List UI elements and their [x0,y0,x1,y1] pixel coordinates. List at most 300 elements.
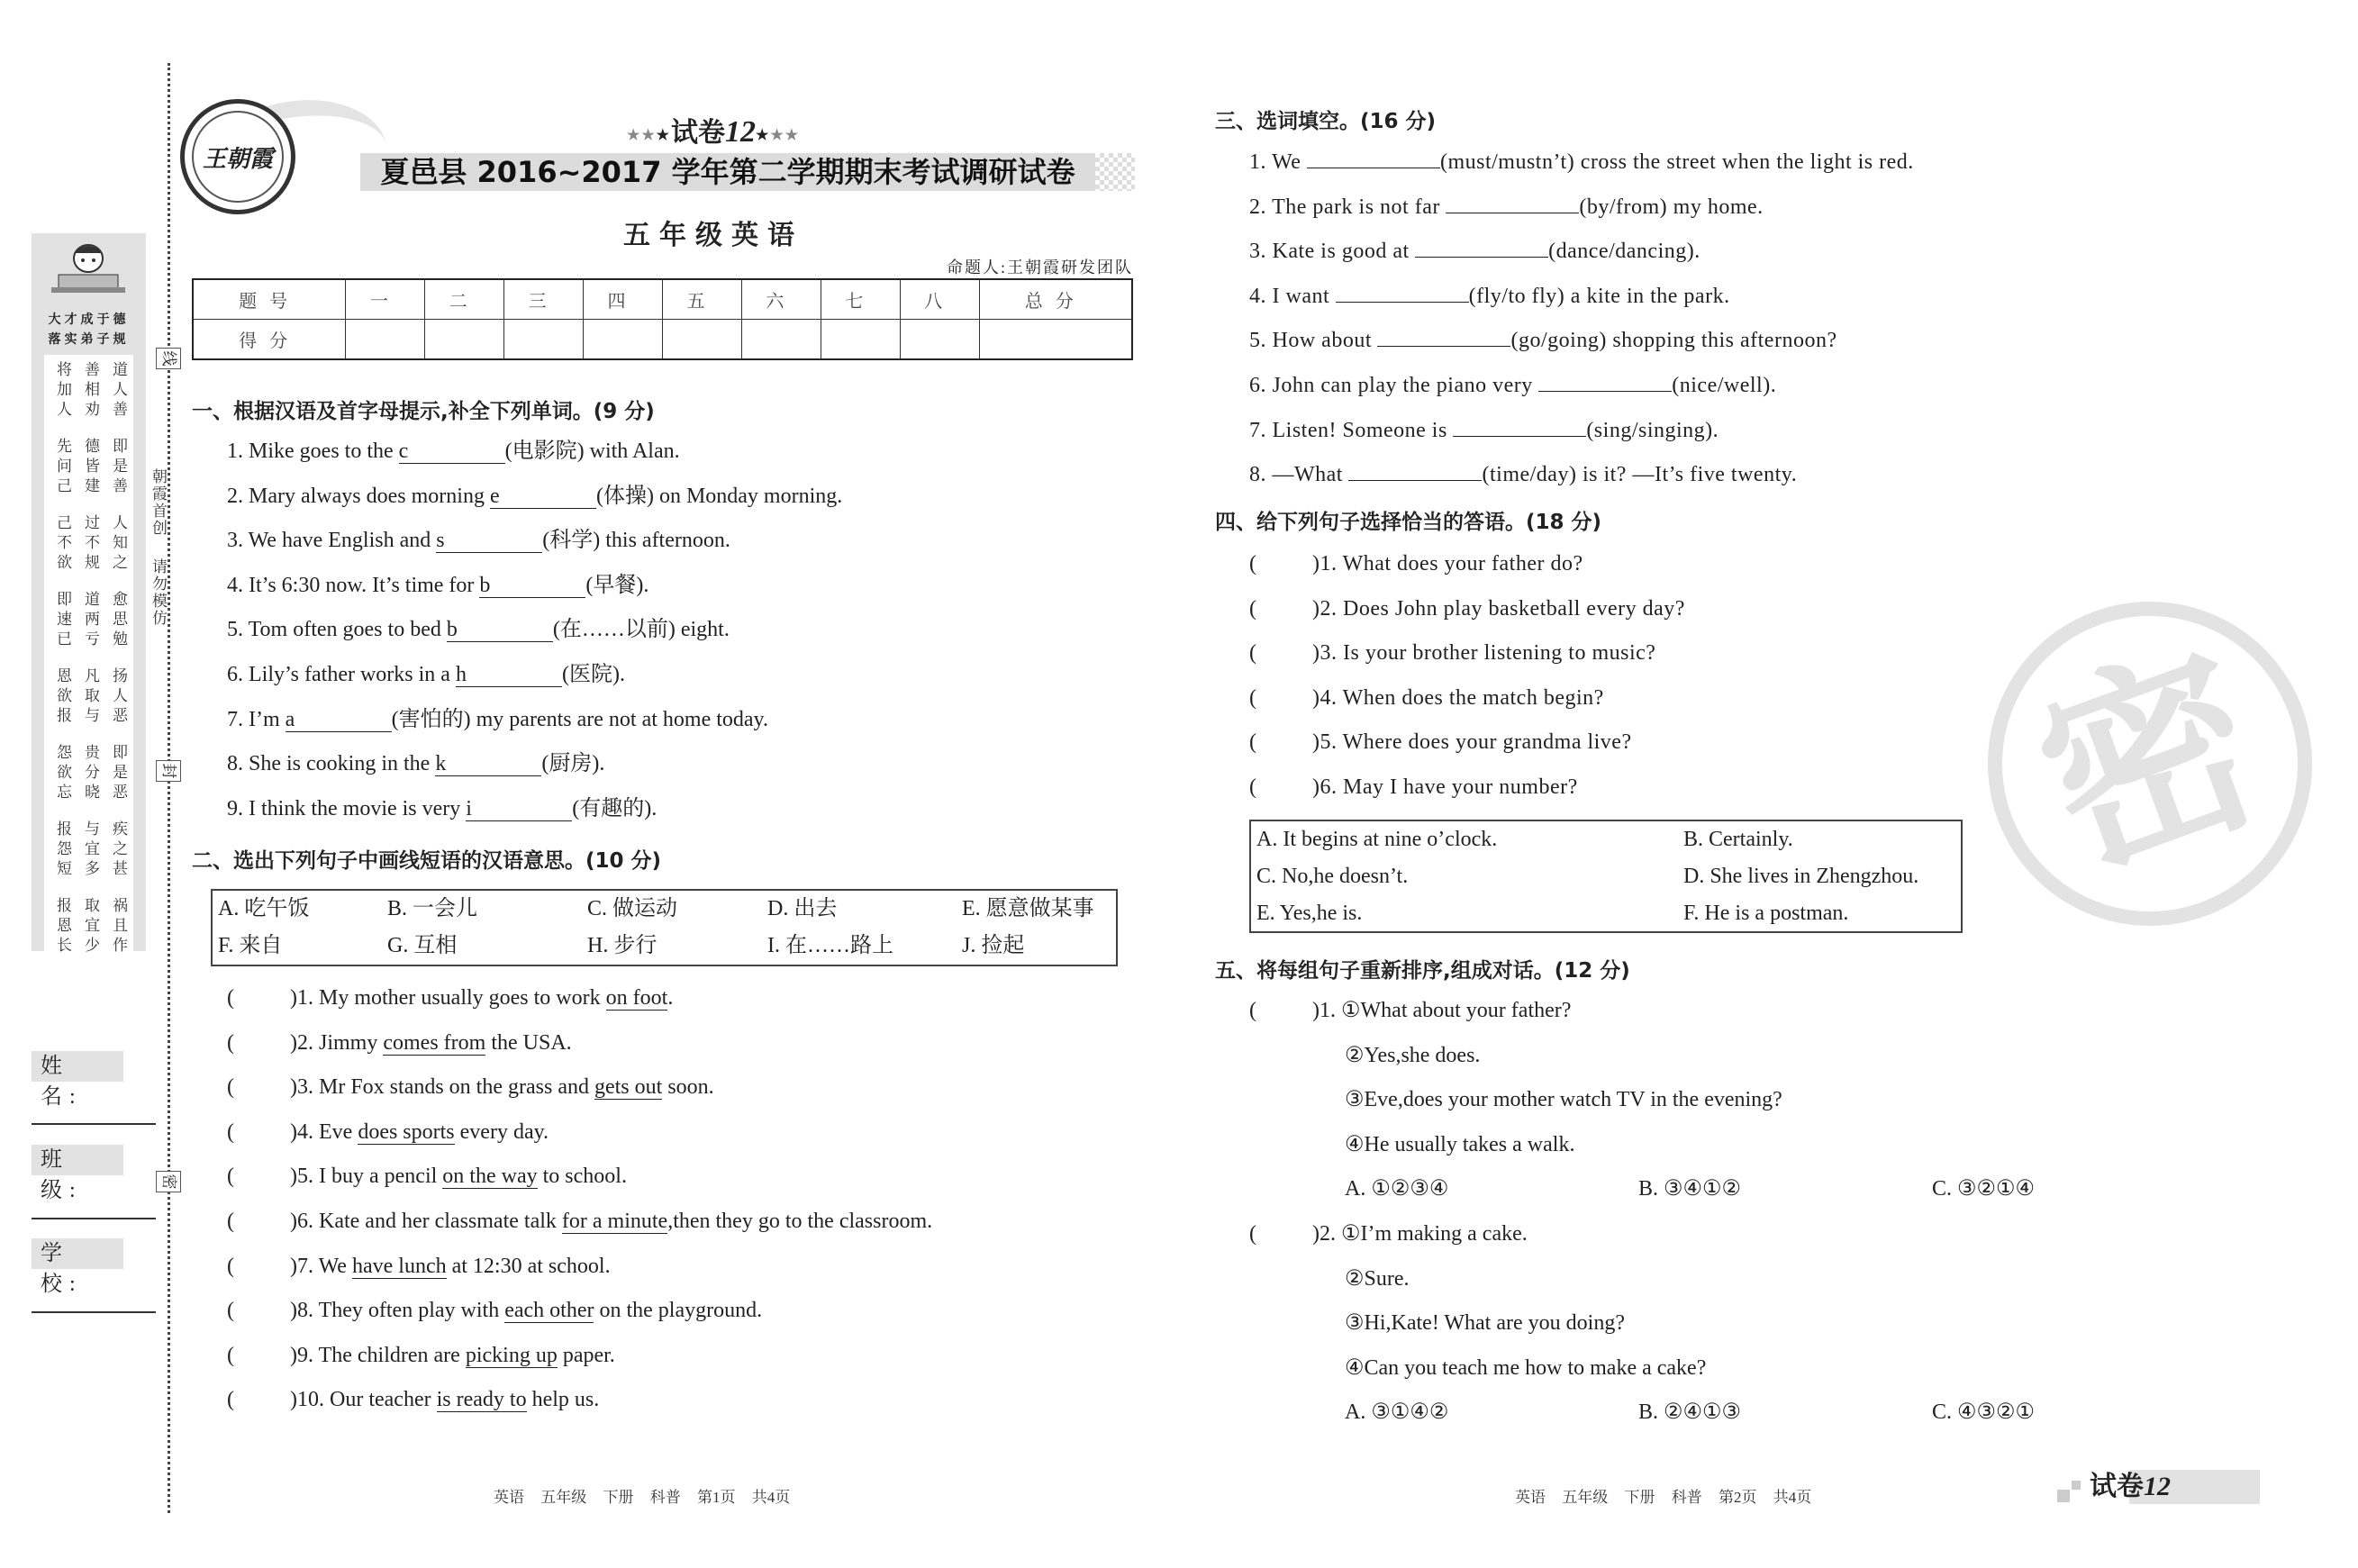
answer-blank[interactable] [1348,480,1482,481]
serial-number: 12 [725,115,756,149]
answer-blank[interactable]: i [466,797,572,821]
question-text: on the playground. [594,1299,763,1323]
poem-line: 恩宜且 [57,917,141,934]
question-item [227,1110,932,1156]
word-choice: (by/from) [1579,195,1668,219]
answer-blank[interactable] [1538,391,1672,392]
chinese-hint: (有趣的) [572,796,652,820]
question-text: at 12:30 at school. [446,1254,611,1278]
corner-number: 12 [2144,1472,2171,1501]
question-item [1249,364,1914,409]
score-input-cell[interactable] [346,320,425,360]
question-number: 3. [297,1075,319,1100]
option: G. 互相 [387,934,458,957]
side-note-1: 朝霞首创 [150,468,167,537]
question-text: shopping this afternoon? [1606,329,1837,353]
name-input-line[interactable] [32,1123,156,1125]
footer-page-1: 英语 五年级 下册 科普 第1页 共4页 [494,1489,791,1506]
dialogue-line [1249,1257,2226,1302]
footer-page-2: 英语 五年级 下册 科普 第2页 共4页 [1515,1489,1812,1506]
close-paren: ) [290,1343,297,1367]
question-text: on Monday morning. [653,484,843,508]
chinese-hint: (科学) [542,529,601,553]
corner-label: 试卷 [2090,1472,2144,1501]
dialogue-text: ①I’m making a cake. [1341,1221,1528,1246]
question-number: 2. [297,1030,319,1055]
section3-items [1249,140,1914,498]
dialogue-text: ③Eve,does your mother watch TV in the evening? [1345,1088,1782,1112]
poem-line: 报与恶 [57,707,141,724]
section5-items [1249,989,2226,1436]
option: B. 一会儿 [387,897,478,920]
answer-paren[interactable]: ( [1249,1221,1256,1246]
question-text: My mother usually goes to work [319,986,606,1010]
dialogue-line [1249,1034,2226,1079]
choice-option[interactable]: C. ④③②① [1932,1400,2036,1425]
poem-line: 怨贵即 [57,744,141,761]
question-text: . [1712,418,1719,442]
poem-group [44,437,141,496]
poem-group [44,360,141,420]
score-input-cell[interactable] [979,320,1132,360]
question-item [1249,275,1914,320]
question-text: They often play with [318,1299,505,1323]
answer-paren[interactable]: ( [227,1299,234,1323]
question-item [227,698,842,743]
school-input-line[interactable] [32,1311,156,1313]
answer-paren[interactable]: ( [227,1119,234,1144]
question-item [1249,542,1685,587]
cut-label-mi: 密 [156,1171,181,1192]
question-text: 3. Is your brother listening to music? [1320,641,1656,666]
close-paren: ) [290,1388,297,1412]
corner-paper-badge [2054,1470,2260,1506]
logo-text: 王朝霞 [192,111,284,203]
answer-paren[interactable]: ( [227,1030,234,1055]
dialogue-text: ③Hi,Kate! What are you doing? [1345,1311,1625,1336]
score-header-cell: 二 [425,279,504,320]
score-header-cell: 八 [900,279,979,320]
word-choice: (must/mustn’t) [1439,150,1575,174]
answer-paren[interactable]: ( [1249,999,1256,1022]
question-text: 1. What does your father do? [1320,552,1583,576]
checker-decoration [1095,153,1135,191]
poem-line: 不不知 [57,534,141,551]
dizigui-poem [44,355,141,978]
choice-option[interactable]: C. ③②①④ [1932,1177,2036,1201]
star-icon: ★★ [626,128,657,144]
close-paren: ) [1312,596,1320,621]
poem-line: 欲分是 [57,764,141,781]
question-text: to school. [537,1165,627,1189]
section4-items [1249,542,1685,811]
question-item [227,475,842,520]
question-text: 1. We [1249,150,1307,174]
question-text: is it? —It’s five twenty. [1576,463,1798,487]
question-text: . [651,796,658,820]
question-item [227,1334,932,1379]
question-item [227,1289,932,1334]
poem-line: 短多甚 [57,860,141,877]
poem-line: 报取祸 [57,897,141,914]
question-text: . [599,752,605,776]
question-text: paper. [557,1343,615,1367]
close-paren: ) [290,986,297,1010]
star-icon: ★ [756,128,771,144]
question-item [1249,453,1914,498]
poem-line: 欲取人 [57,687,141,704]
score-input-cell[interactable] [584,320,663,360]
word-choice: (fly/to fly) [1468,284,1565,308]
question-item [1249,319,1914,364]
question-text: help us. [526,1388,600,1412]
option: D. 出去 [767,897,838,920]
poem-group [44,820,141,879]
poem-line: 己过人 [57,514,141,531]
dialogue-line [1249,1212,2226,1257]
score-input-cell[interactable] [741,320,821,360]
option: I. 在……路上 [767,934,893,957]
question-item [227,608,842,653]
poem-line: 问皆是 [57,458,141,475]
options-row [218,891,1116,928]
author-line: 命题人:王朝霞研发团队 [947,258,1133,276]
choice-row [1249,1167,2226,1212]
section3-heading: 三、选词填空。(16 分) [1215,110,1437,133]
score-input-cell[interactable] [425,320,504,360]
close-paren: ) [1312,641,1320,666]
section1-heading: 一、根据汉语及首字母提示,补全下列单词。(9 分) [192,400,655,423]
question-item [227,1065,932,1110]
close-paren: ) [290,1299,297,1323]
question-text: I buy a pencil [319,1165,443,1189]
poem-line: 加相人 [57,381,141,398]
answer-paren[interactable]: ( [227,1388,234,1412]
answer-blank[interactable]: k [435,752,541,776]
exam-title: 夏邑县 2016~2017 学年第二学期期末考试调研试卷 [380,155,1075,189]
question-text: 6. May I have your number? [1320,775,1578,799]
poem-line: 速两思 [57,611,141,628]
section2-heading: 二、选出下列句子中画线短语的汉语意思。(10 分) [192,849,662,873]
class-input-line[interactable] [32,1218,156,1219]
chinese-hint: (医院) [561,662,620,686]
answer-paren[interactable]: ( [1249,685,1257,710]
answer-blank[interactable]: s [436,529,542,553]
choice-option[interactable]: B. ②④①③ [1638,1400,1742,1425]
answer-paren[interactable]: ( [227,1165,234,1189]
score-table [192,278,1133,360]
question-text: soon. [662,1075,714,1100]
question-number: 7. [297,1254,319,1278]
question-text: 4. It’s 6:30 now. It’s time for [227,573,480,597]
side-note-2: 请勿模仿 [150,558,167,627]
poem-group [44,590,141,649]
watermark-mi: 密 [1942,556,2357,971]
score-value-row [193,320,1132,360]
question-text: Our teacher [330,1388,437,1412]
answer-paren[interactable]: ( [1249,552,1257,576]
dialogue-text: ②Sure. [1345,1266,1410,1291]
section5-heading: 五、将每组句子重新排序,组成对话。(12 分) [1215,959,1630,983]
option: C. No,he doesn’t. [1256,865,1409,888]
word-choice: (time/day) [1482,463,1577,487]
question-text: 3. Kate is good at [1249,240,1416,264]
underlined-phrase: have lunch [351,1254,447,1278]
question-item [227,1378,932,1423]
answer-blank[interactable]: e [490,485,596,509]
score-header-cell: 题号 [193,279,346,320]
question-text: . [619,662,625,686]
choice-row [1249,1391,2226,1436]
close-paren: ) [1312,999,1320,1022]
question-text: 7. Listen! Someone is [1249,418,1454,442]
underlined-phrase: on foot [605,986,668,1010]
answer-paren[interactable]: ( [227,986,234,1010]
score-header-cell: 五 [662,279,741,320]
chinese-hint: (在……以前) [552,618,676,642]
answer-blank[interactable]: h [456,663,562,687]
question-item [1249,230,1914,275]
question-text: 5. Where does your grandma live? [1320,730,1632,755]
brand-logo [180,99,295,214]
score-input-cell[interactable] [900,320,979,360]
poem-group [44,743,141,802]
question-text: my parents are not at home today. [470,707,768,731]
close-paren: ) [1312,730,1320,755]
question-number: 10. [297,1388,330,1412]
options-row [1256,858,1961,895]
option: F. He is a postman. [1683,902,1849,925]
question-number: 1. [1320,999,1341,1022]
sidebar-motto-panel [32,233,146,954]
score-input-cell[interactable] [504,320,584,360]
question-item [1249,631,1685,676]
close-paren: ) [290,1254,297,1278]
dialogue-line [1249,1301,2226,1346]
question-text: . [667,986,674,1010]
answer-blank[interactable]: a [286,708,392,732]
choice-option[interactable]: B. ③④①② [1638,1177,1742,1201]
question-text: Kate and her classmate talk [319,1209,562,1233]
answer-paren[interactable]: ( [1249,596,1257,621]
question-number: 2. [1320,1221,1341,1246]
close-paren: ) [290,1165,297,1189]
question-item [227,1200,932,1245]
poem-line: 人劝善 [57,401,141,418]
underlined-phrase: for a minute [561,1209,668,1233]
answer-blank[interactable]: c [399,440,505,464]
section2-items [227,976,932,1423]
question-text: every day. [454,1119,549,1144]
dialogue-line [1249,989,2226,1034]
score-input-cell[interactable] [662,320,741,360]
underlined-phrase: comes from [383,1030,486,1055]
poem-line: 先德即 [57,438,141,455]
close-paren: ) [1312,1221,1320,1246]
score-header-cell: 四 [584,279,663,320]
question-item [227,564,842,609]
question-text: 2. Does John play basketball every day? [1320,596,1685,621]
poem-line: 将善道 [57,361,141,378]
answer-paren[interactable]: ( [227,1209,234,1233]
question-text: this afternoon. [600,529,730,553]
question-text: We [318,1254,352,1278]
question-item [227,1155,932,1200]
option: B. Certainly. [1683,828,1793,851]
underlined-phrase: each other [504,1299,594,1323]
underlined-phrase: does sports [358,1119,455,1144]
question-text: 9. I think the movie is very [227,796,467,820]
star-icon: ★ [656,128,671,144]
options-row [218,928,1116,965]
choice-option[interactable]: A. ③①④② [1345,1400,1449,1425]
answer-blank[interactable] [1377,346,1510,347]
dialogue-text: ②Yes,she does. [1345,1043,1481,1067]
dialogue-line [1249,1346,2226,1391]
answer-blank[interactable]: b [479,574,585,598]
word-choice: (dance/dancing) [1548,240,1695,264]
question-item [1249,766,1685,811]
poem-line: 已亏勉 [57,630,141,648]
answer-paren[interactable]: ( [227,1254,234,1278]
dialogue-text: ④Can you teach me how to make a cake? [1345,1355,1707,1380]
motto-line-1: 大才成于德 [48,313,130,327]
score-header-cell: 七 [821,279,900,320]
section1-items [227,430,842,831]
answer-paren[interactable]: ( [227,1075,234,1100]
dialogue-text: ①What about your father? [1341,999,1572,1022]
question-text: a kite in the park. [1564,284,1730,308]
answer-paren[interactable]: ( [1249,775,1257,799]
question-item [1249,186,1914,231]
question-text: The children are [318,1343,466,1367]
question-text: 1. Mike goes to the [227,440,399,463]
title-banner [360,153,1095,191]
dialogue-line [1249,1078,2226,1123]
star-icon: ★★ [770,128,801,144]
question-text: . [643,573,649,597]
section2-options-box [211,889,1118,966]
question-text: Mr Fox stands on the grass and [319,1075,594,1100]
question-item [227,1245,932,1290]
binding-dotted-line [168,63,170,1513]
poem-group [44,666,141,726]
option: J. 捡起 [962,934,1025,957]
question-number: 9. [297,1343,319,1367]
question-item [227,742,842,787]
question-number: 5. [297,1165,319,1189]
question-number: 4. [297,1119,319,1144]
dialogue-line [1249,1123,2226,1168]
option: E. 愿意做某事 [962,897,1094,920]
score-header-cell: 六 [741,279,821,320]
score-header-row [193,279,1132,320]
question-number: 1. [297,986,319,1010]
close-paren: ) [290,1119,297,1144]
answer-blank[interactable]: b [447,618,553,642]
question-item [1249,140,1914,186]
option: A. It begins at nine o’clock. [1256,828,1498,851]
subject-title: 五年级英语 [623,220,803,251]
question-text: 8. —What [1249,463,1349,487]
answer-paren[interactable]: ( [1249,641,1257,666]
question-item [1249,676,1685,721]
word-choice: (go/going) [1510,329,1607,353]
answer-paren[interactable]: ( [227,1343,234,1367]
question-item [1249,409,1914,454]
question-number: 8. [297,1299,319,1323]
question-item [1249,721,1685,766]
close-paren: ) [290,1030,297,1055]
student-reading-icon [32,233,146,305]
question-text: 4. When does the match begin? [1320,685,1604,710]
answer-paren[interactable]: ( [1249,730,1257,755]
answer-blank[interactable] [1336,302,1469,303]
question-text: my home. [1667,195,1764,219]
option: A. 吃午饭 [218,897,310,920]
cut-label-xian: 线 [156,348,181,369]
underlined-phrase: picking up [465,1343,558,1367]
question-text: 6. John can play the piano very [1249,373,1539,397]
answer-blank[interactable] [1415,257,1548,258]
question-text: . [1694,240,1700,264]
question-text: cross the street when the light is red. [1574,150,1914,174]
question-text: 4. I want [1249,284,1336,308]
score-header-cell: 三 [504,279,584,320]
question-text: ,then they go to the classroom. [667,1209,933,1233]
chinese-hint: (早餐) [585,573,644,597]
underlined-phrase: on the way [442,1165,538,1189]
question-item [227,787,842,832]
question-text: 7. I’m [227,707,286,731]
close-paren: ) [290,1075,297,1100]
question-text: Eve [319,1119,358,1144]
question-item [227,1021,932,1066]
section4-options-box [1249,820,1963,933]
choice-option[interactable]: A. ①②③④ [1345,1177,1449,1201]
question-item [227,430,842,475]
question-item [227,976,932,1021]
cut-label-feng: 封 [156,760,181,782]
score-input-cell[interactable] [821,320,900,360]
poem-line: 长少作 [57,937,141,954]
word-choice: (sing/singing) [1586,418,1713,442]
chinese-hint: (厨房) [541,752,600,776]
options-row [1256,895,1961,932]
poem-line: 欲规之 [57,554,141,571]
question-text: 2. Mary always does morning [227,484,490,508]
underlined-phrase: gets out [594,1075,663,1100]
answer-blank[interactable] [1453,436,1586,437]
class-label: 班 级: [32,1145,123,1175]
poem-line: 己建善 [57,477,141,494]
option: H. 步行 [587,934,658,957]
close-paren: ) [1312,775,1320,799]
question-text: with Alan. [584,440,680,463]
close-paren: ) [290,1209,297,1233]
poem-line: 怨宜之 [57,840,141,857]
name-label: 姓 名: [32,1051,123,1082]
question-text: the USA. [485,1030,572,1055]
question-text: Jimmy [319,1030,384,1055]
close-paren: ) [1312,685,1320,710]
chinese-hint: (害怕的) [391,707,471,731]
question-text: 5. Tom often goes to bed [227,618,447,642]
word-choice: (nice/well) [1672,373,1771,397]
option: F. 来自 [218,934,283,957]
poem-line: 即道愈 [57,591,141,608]
poem-line: 恩凡扬 [57,667,141,684]
